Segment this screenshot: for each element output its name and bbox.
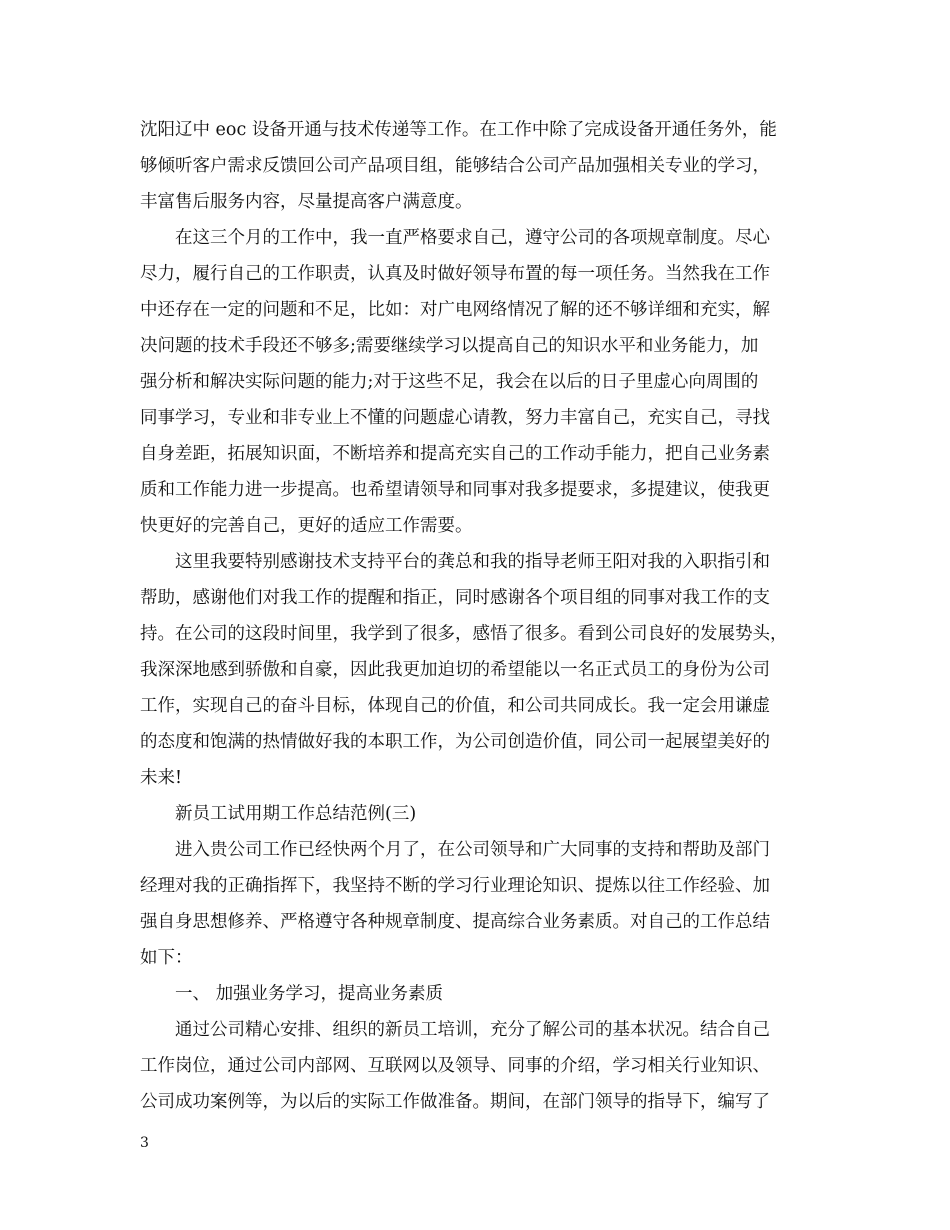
text-line: 工作岗位，通过公司内部网、互联网以及领导、同事的介绍，学习相关行业知识、 bbox=[140, 1056, 770, 1076]
subsection-heading: 一、 加强业务学习，提高业务素质 bbox=[175, 984, 444, 1004]
paragraph-start-line: 这里我要特别感谢技术支持平台的龚总和我的指导老师王阳对我的入职指引和 bbox=[175, 552, 770, 572]
document-body bbox=[140, 112, 820, 1120]
text-line: 快更好的完善自己，更好的适应工作需要。 bbox=[140, 516, 473, 536]
text-line: 质和工作能力进一步提高。也希望请领导和同事对我多提要求，多提建议，使我更 bbox=[140, 480, 770, 500]
text-line: 帮助，感谢他们对我工作的提醒和指正，同时感谢各个项目组的同事对我工作的支 bbox=[140, 588, 770, 608]
paragraph-start-line: 进入贵公司工作已经快两个月了，在公司领导和广大同事的支持和帮助及部门 bbox=[175, 840, 770, 860]
text-line: 我深深地感到骄傲和自豪，因此我更加迫切的希望能以一名正式员工的身份为公司 bbox=[140, 660, 770, 680]
section-title: 新员工试用期工作总结范例(三) bbox=[175, 804, 417, 824]
text-line: 如下： bbox=[140, 948, 193, 968]
text-line: 尽力，履行自己的工作职责，认真及时做好领导布置的每一项任务。当然我在工作 bbox=[140, 264, 770, 284]
text-line: 的态度和饱满的热情做好我的本职工作，为公司创造价值，同公司一起展望美好的 bbox=[140, 732, 770, 752]
text-line: 够倾听客户需求反馈回公司产品项目组，能够结合公司产品加强相关专业的学习， bbox=[140, 156, 770, 176]
text-line: 自身差距，拓展知识面，不断培养和提高充实自己的工作动手能力，把自己业务素 bbox=[140, 444, 770, 464]
paragraph-start-line: 通过公司精心安排、组织的新员工培训，充分了解公司的基本状况。结合自己 bbox=[175, 1020, 770, 1040]
text-line: 强自身思想修养、严格遵守各种规章制度、提高综合业务素质。对自己的工作总结 bbox=[140, 912, 770, 932]
text-line: 同事学习，专业和非专业上不懂的问题虚心请教，努力丰富自己，充实自己，寻找 bbox=[140, 408, 770, 428]
text-line: 未来! bbox=[140, 768, 183, 788]
text-line: 沈阳辽中 eoc 设备开通与技术传递等工作。在工作中除了完成设备开通任务外，能 bbox=[140, 120, 777, 140]
page-number: 3 bbox=[140, 1135, 149, 1151]
text-line: 中还存在一定的问题和不足，比如：对广电网络情况了解的还不够详细和充实，解 bbox=[140, 300, 770, 320]
text-line: 工作，实现自己的奋斗目标，体现自己的价值，和公司共同成长。我一定会用谦虚 bbox=[140, 696, 770, 716]
text-line: 持。在公司的这段时间里，我学到了很多，感悟了很多。看到公司良好的发展势头， bbox=[140, 624, 788, 644]
text-line: 公司成功案例等，为以后的实际工作做准备。期间，在部门领导的指导下，编写了 bbox=[140, 1092, 770, 1112]
text-line: 强分析和解决实际问题的能力;对于这些不足，我会在以后的日子里虚心向周围的 bbox=[140, 372, 759, 392]
text-line: 决问题的技术手段还不够多;需要继续学习以提高自己的知识水平和业务能力，加 bbox=[140, 336, 759, 356]
paragraph-start-line: 在这三个月的工作中，我一直严格要求自己，遵守公司的各项规章制度。尽心 bbox=[175, 228, 770, 248]
text-line: 经理对我的正确指挥下，我坚持不断的学习行业理论知识、提炼以往工作经验、加 bbox=[140, 876, 770, 896]
text-line: 丰富售后服务内容，尽量提高客户满意度。 bbox=[140, 192, 473, 212]
